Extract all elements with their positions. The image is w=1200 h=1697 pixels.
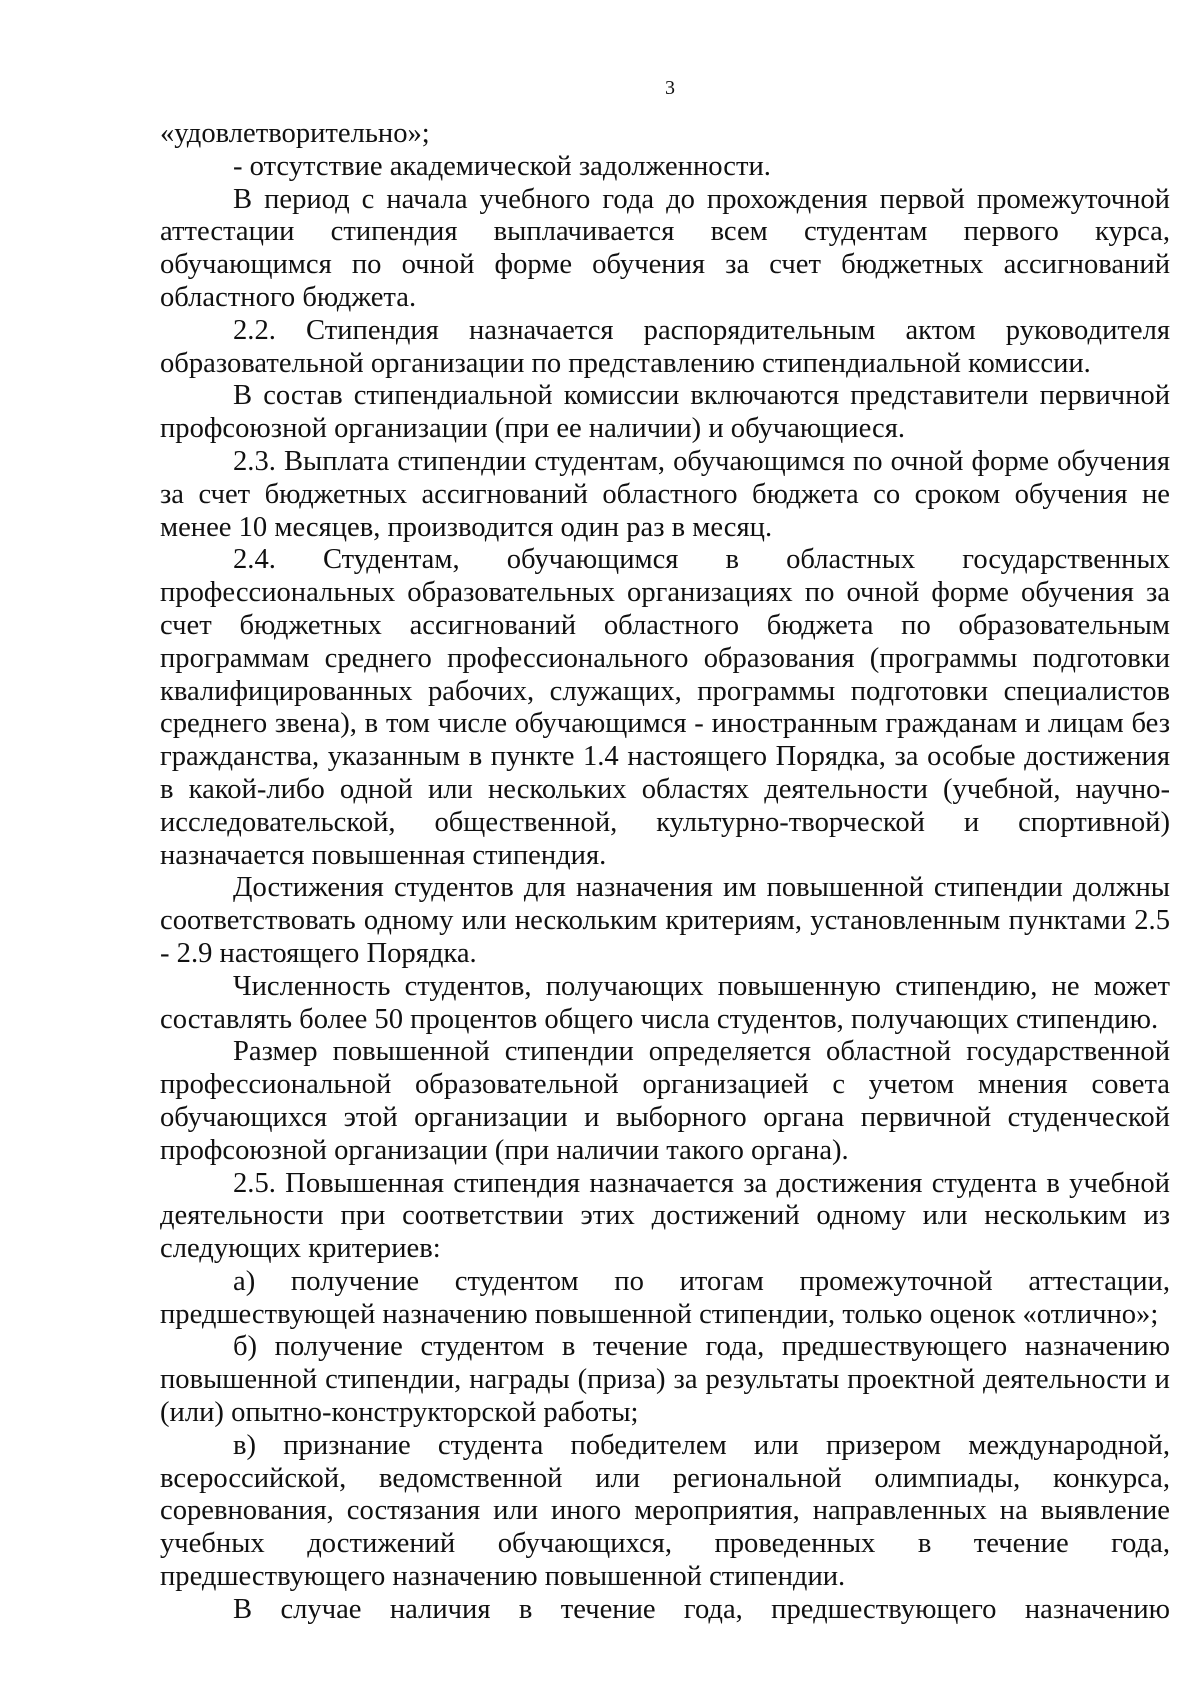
paragraph: Размер повышенной стипендии определяется областной государственной профессиональной образовательной организацией с учетом мнения совета обучающихся этой организации и выборного органа первичной студенческой профсоюзной организации (при наличии такого органа). [160, 1036, 1170, 1166]
paragraph: Достижения студентов для назначения им повышенной стипендии должны соответствовать одному или нескольким критериям, установленным пунктами 2.5 - 2.9 настоящего Порядка. [160, 872, 1170, 969]
page-number: 3 [665, 77, 675, 99]
paragraph: - отсутствие академической задолженности. [233, 150, 771, 182]
paragraph-2-3: 2.3. Выплата стипендии студентам, обучающимся по очной форме обучения за счет бюджетных ассигнований областного бюджета со сроком обучения не менее 10 месяцев, производится один раз в месяц. [160, 445, 1170, 543]
paragraph-continued: В случае наличия в течение года, предшествующего назначению [233, 1593, 1170, 1625]
paragraph: В период с начала учебного года до прохождения первой промежуточной аттестации стипендия выплачивается всем студентам первого курса, обучающимся по очной форме обучения за счет бюджетных ассигнований областного бюджета. [160, 183, 1170, 313]
paragraph: В состав стипендиальной комиссии включаются представители первичной профсоюзной организации (при ее наличии) и обучающиеся. [160, 380, 1170, 445]
criterion-v: в) признание студента победителем или призером международной, всероссийской, ведомственной или региональной олимпиады, конкурса, соревнования, состязания или иного мероприятия, направленных на выявление учебных достижений обучающихся, проведенных в течение года, предшествующего назначению повышенной стипендии. [160, 1429, 1170, 1593]
paragraph-2-4: 2.4. Студентам, обучающимся в областных государственных профессиональных образовательных организациях по очной форме обучения за счет бюджетных ассигнований областного бюджета по образовательным программам среднего профессионального образования (программы подготовки квалифицированных рабочих, служащих, программы подготовки специалистов среднего звена), в том числе обучающимся - иностранным гражданам и лицам без гражданства, указанным в пункте 1.4 настоящего Порядка, за особые достижения в какой-либо одной или нескольких областях деятельности (учебной, научно-исследовательской, общественной, культурно-творческой и спортивной) назначается повышенная стипендия. [160, 544, 1170, 871]
criterion-a: а) получение студентом по итогам промежуточной аттестации, предшествующей назначению повышенной стипендии, только оценок «отлично»; [160, 1265, 1170, 1330]
paragraph-2-5: 2.5. Повышенная стипендия назначается за достижения студента в учебной деятельности при соответствии этих достижений одному или нескольким из следующих критериев: [160, 1167, 1170, 1265]
paragraph-2-2: 2.2. Стипендия назначается распорядительным актом руководителя образовательной организации по представлению стипендиальной комиссии. [160, 314, 1170, 379]
criterion-b: б) получение студентом в течение года, предшествующего назначению повышенной стипендии, награды (приза) за результаты проектной деятельности и (или) опытно-конструкторской работы; [160, 1331, 1170, 1429]
document-body [160, 118, 1170, 1627]
paragraph: «удовлетворительно»; [160, 118, 430, 149]
paragraph: Численность студентов, получающих повышенную стипендию, не может составлять более 50 процентов общего числа студентов, получающих стипендию. [160, 970, 1170, 1035]
